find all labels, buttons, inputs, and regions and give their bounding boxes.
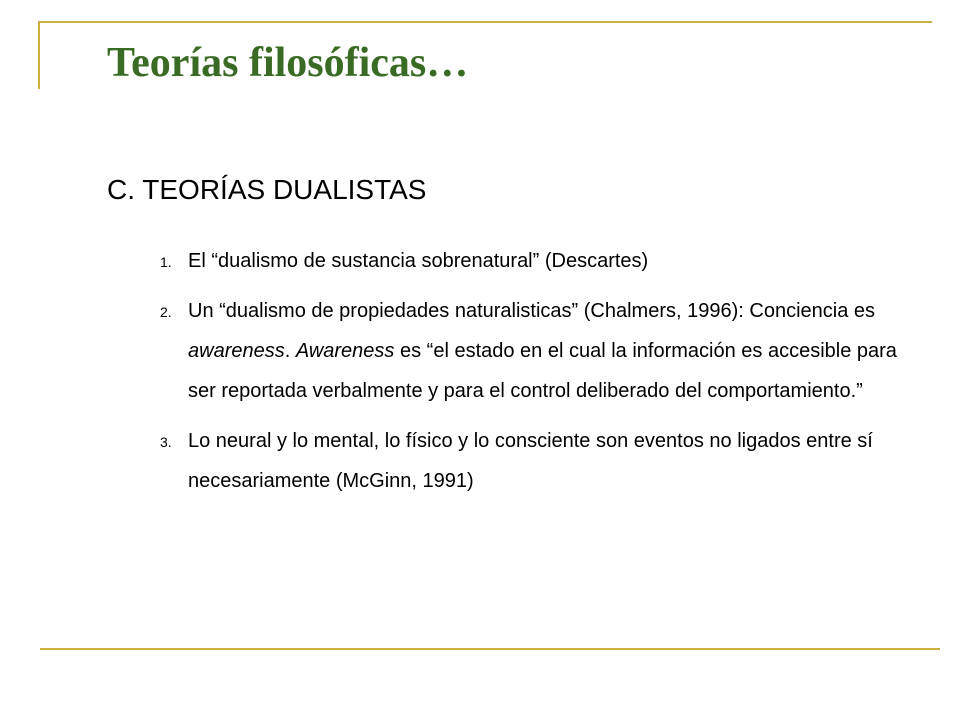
- section-heading: C. TEORÍAS DUALISTAS: [107, 174, 427, 205]
- list-item-3: [160, 421, 900, 501]
- list-number-2: 2.: [160, 304, 172, 320]
- list-item-1: [160, 241, 900, 281]
- bottom-accent-rule: [40, 648, 940, 650]
- slide-title: Teorías filosóficas…: [107, 40, 469, 86]
- list-text-2-part-1: Un “dualismo de propiedades naturalisticas” (Chalmers, 1996): Conciencia es: [188, 300, 876, 322]
- list-text-3: Lo neural y lo mental, lo físico y lo consciente son eventos no ligados entre sí necesariamente (McGinn, 1991): [188, 430, 873, 492]
- list-number-1: 1.: [160, 254, 172, 270]
- top-accent-rule: [40, 21, 932, 23]
- term-awareness: awareness: [188, 340, 285, 362]
- theories-list: [160, 241, 900, 501]
- left-accent-rule: [38, 21, 40, 89]
- list-item-2: [160, 291, 900, 411]
- list-text-2-part-3: es “el estado en el cual la información es accesible para ser reportada verbalmente y para el control deliberado del comportamiento.”: [188, 340, 897, 402]
- term-awareness-capitalized: Awareness: [295, 340, 395, 362]
- list-text-2-part-2: .: [284, 340, 296, 362]
- list-text-2: [188, 291, 900, 411]
- list-text-1: El “dualismo de sustancia sobrenatural” (Descartes): [188, 250, 649, 272]
- list-number-3: 3.: [160, 434, 172, 450]
